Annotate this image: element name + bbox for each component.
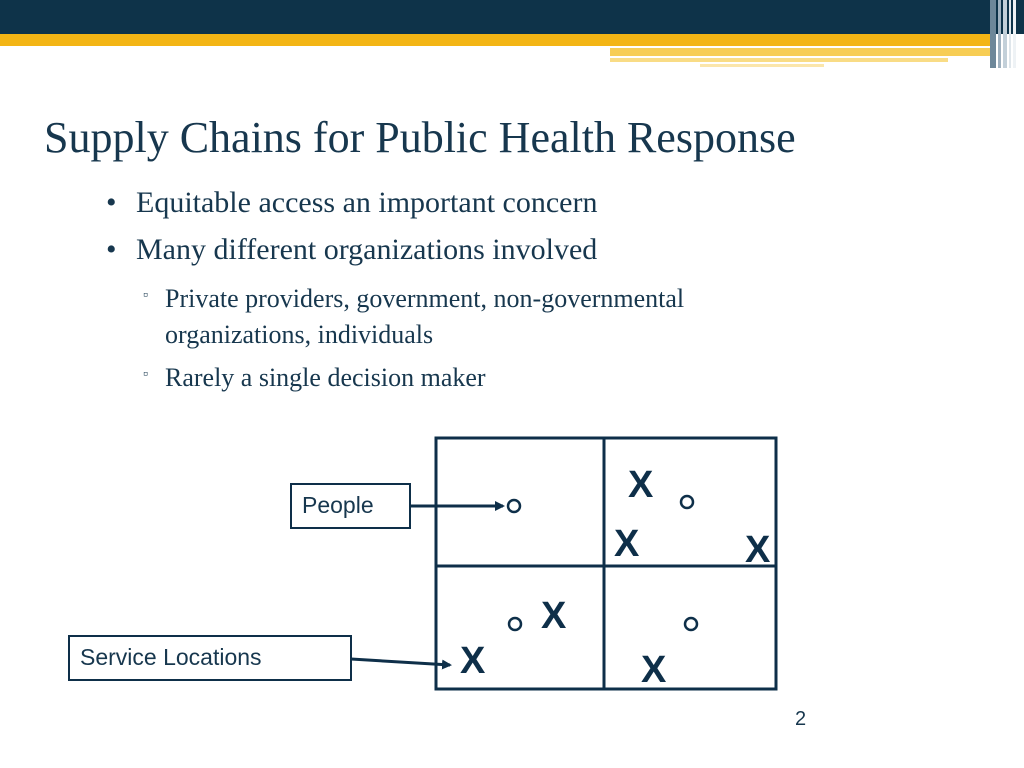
service-locations-label: Service Locations <box>68 635 352 681</box>
page-number: 2 <box>795 708 807 730</box>
sub-bullet-text: Rarely a single decision maker <box>165 363 486 392</box>
bullet-dot-icon: • <box>106 186 117 219</box>
person-marker <box>681 496 693 508</box>
bullet-text: Many different organizations involved <box>136 233 598 266</box>
service-location-marker: X <box>614 523 640 565</box>
grid-frame <box>436 438 776 689</box>
person-marker <box>509 618 521 630</box>
sub-bullet-square-icon: ▫ <box>143 288 148 303</box>
sub-bullet-square-icon: ▫ <box>143 367 148 382</box>
slide-title: Supply Chains for Public Health Response <box>44 113 796 162</box>
service-location-marker: X <box>541 595 567 637</box>
service-location-marker: X <box>460 640 486 682</box>
service-location-marker: X <box>745 529 771 571</box>
sub-bullet-text-line2: organizations, individuals <box>165 320 434 349</box>
bullet-text: Equitable access an important concern <box>136 186 598 219</box>
service-location-marker: X <box>641 649 667 691</box>
sub-bullet-text-line1: Private providers, government, non-governmental <box>165 284 685 313</box>
people-label: People <box>290 483 411 529</box>
bullet-dot-icon: • <box>106 233 117 266</box>
service-location-marker: X <box>628 464 654 506</box>
person-marker <box>685 618 697 630</box>
person-marker <box>508 500 520 512</box>
